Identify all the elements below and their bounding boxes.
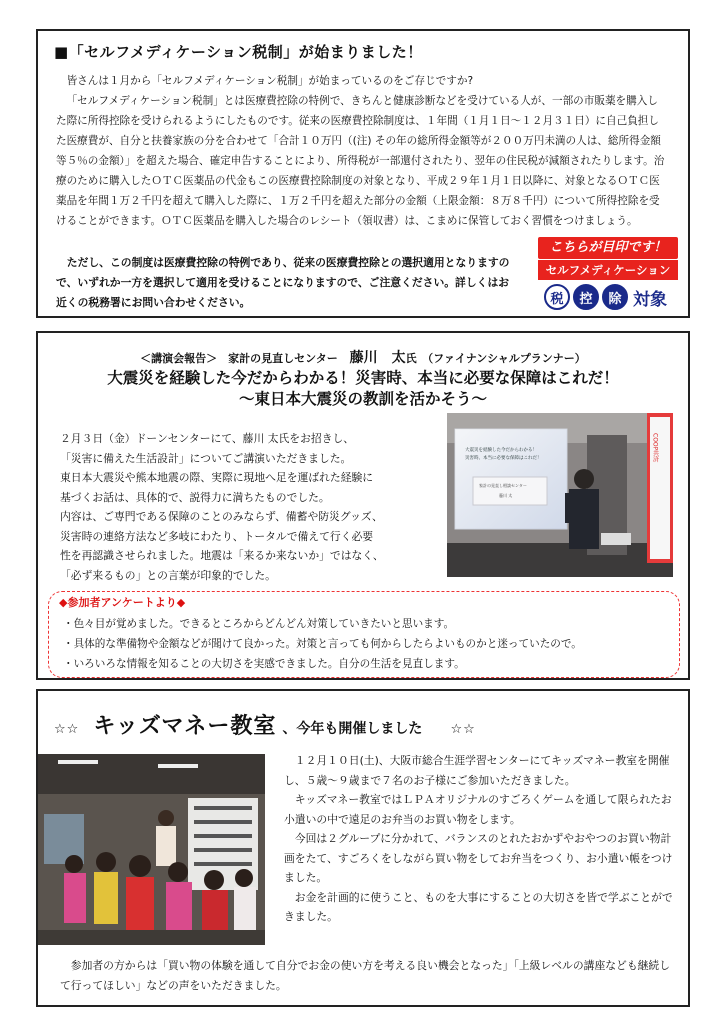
coop-banner-text: COOP共済: [651, 433, 659, 463]
badge-label: セルフメディケーション: [538, 260, 678, 280]
speaker-name: 藤川 太: [349, 350, 406, 366]
star-decoration: ☆☆: [54, 722, 80, 737]
survey-item: ・色々目が覚めました。できるところからどんどん対策していきたいと思います。: [63, 618, 455, 630]
lecture-title: 大震災を経験した今だからわかる！災害時、本当に必要な保障はこれだ！: [107, 369, 619, 387]
paragraph: お金を計画的に使うこと、ものを大事にすることの大切さを皆で学ぶことができました。: [284, 890, 673, 923]
slide-line: 藤川 太: [499, 493, 513, 498]
survey-item: ・いろいろな情報を知ることの大切さを実感できました。自分の生活を見直します。: [63, 658, 465, 670]
kids-photo: [38, 754, 265, 945]
slide-line: 家計の見直し相談センター: [479, 483, 527, 488]
star-decoration: ☆☆: [450, 722, 476, 737]
slide-line: 災害時、本当に必要な保障はこれだ！: [465, 456, 542, 461]
body-line: 内容は、ご専門である保障のことのみならず、備蓄や防災グッズ、: [60, 510, 383, 523]
badge-target-word: 対象: [633, 289, 667, 310]
survey-list: [63, 614, 673, 674]
slide-line: 大震災を経験した今だからわかる！: [465, 448, 537, 453]
lecture-header: [38, 347, 688, 367]
lecture-body: [60, 429, 445, 585]
body-line: 東日本大震災や熊本地震の際、実際に現地へ足を運ばれた経験に: [60, 471, 374, 484]
self-medication-badge: [538, 237, 678, 313]
body-line: 性を再認識させられました。地震は「来るか来ないか」ではなく、: [60, 549, 384, 562]
body-line: 「災害に備えた生活設計」についてご講演いただきました。: [60, 451, 352, 465]
survey-item: ・具体的な準備物や金額などが聞けて良かった。対策と言っても何からしたらよいものかと迷っていたので。: [63, 638, 582, 650]
section-title: ■「セルフメディケーション税制」が始まりました！: [54, 43, 423, 61]
paragraph: 今回は２グループに分かれて、バランスのとれたおかずやおやつのお買い物計画をたて、すごろくをしながら買い物をしてお弁当をつくり、お小遣い帳をつけました。: [284, 832, 673, 884]
body-line: ２月３日（金）ドーンセンターにて、藤川 太氏をお招きし、: [60, 432, 355, 445]
kids-money-section: [36, 689, 690, 1007]
survey-title: ◆参加者アンケートより◆: [59, 596, 186, 609]
kids-title: [54, 709, 476, 740]
body-line: 基づくお話は、具体的で、説得力に満ちたものでした。: [60, 490, 330, 504]
kids-title-rest: 、今年も開催しました: [282, 721, 423, 737]
badge-headline: こちらが目印です！: [538, 237, 678, 259]
caution-note: ただし、この制度は医療費控除の特例であり、従来の医療費控除との選択適用となりますので、いずれか一方を選択して適用を受けることになりますので、ご注意ください。詳しくはお近くの税務署にお問い合わせください。: [56, 256, 510, 309]
paragraph: 皆さんは１月から「セルフメディケーション税制」が始まっているのをご存じですか?: [66, 75, 474, 87]
paragraph: １２月１０日(土)、大阪市総合生涯学習センターにてキッズマネー教室を開催し、５歳～９歳まで７名のお子様にご参加いただきました。: [284, 754, 670, 787]
lecture-header-pre: ＜講演会報告＞ 家計の見直しセンター: [140, 352, 338, 365]
kids-body: [284, 751, 680, 927]
lecture-photo: [447, 413, 673, 577]
paragraph: 「セルフメディケーション税制」とは医療費控除の特例で、きちんと健康診断などを受けている人が、一部の市販薬を購入した際に所得控除を受けられるようにしたものです。従来の医療費控除制度は、１年間（１月１日～１２月３１日）に自己負担した医療費が、自分と扶養家族の分を合わせて「合計１０万円（(注) その年の総所得金額等が２００万円未満の人は、総所得金額等５％の金額）」を超えた場合、確定申告することにより、所得税が一部還付されたり、翌年の住民税が減額されたりします。治療のために購入したＯＴＣ医薬品の代金もこの医療費控除制度の対象となり、平成２９年１月１日以降に、対象となるＯＴＣ医薬品を年間１万２千円を超えて購入した際に、１万２千円を超えた部分の金額（上限金額：８万８千円）について所得控除を受けることができます。ＯＴＣ医薬品を購入した場合のレシート（領収書）は、こまめに保管しておく習慣をつけましょう。: [56, 95, 665, 227]
self-medication-section: [36, 29, 690, 318]
lecture-header-post: 氏 （ファイナンシャルプランナー）: [405, 352, 586, 365]
badge-tax-deduction-row: [544, 283, 676, 311]
kids-footer: 参加者の方からは「買い物の体験を通して自分でお金の使い方を考える良い機会となった」「上級レベルの講座なども継続して行ってほしい」などの声をいただきました。: [60, 959, 671, 992]
lecture-report-section: [36, 331, 690, 680]
lecture-subtitle: ～東日本大震災の教訓を活かそう～: [238, 390, 487, 408]
body-line: 災害時の連絡方法など多岐にわたり、トータルで備えて行く必要: [60, 529, 374, 543]
kids-title-main: キッズマネー教室: [93, 714, 277, 739]
kids-classroom-scene: [38, 754, 265, 945]
body-line: 「必ず来るもの」との言葉が印象的でした。: [60, 568, 276, 582]
survey-box: [48, 591, 680, 678]
badge-char-ko: 控: [573, 284, 599, 310]
lecture-scene: [447, 413, 673, 577]
badge-char-tax: 税: [544, 284, 570, 310]
section-body: [56, 71, 668, 231]
paragraph: キッズマネー教室ではＬＰＡオリジナルのすごろくゲームを通して限られたお小遣いの中で遠足のお弁当のお買い物をします。: [284, 793, 672, 826]
badge-char-jo: 除: [602, 284, 628, 310]
